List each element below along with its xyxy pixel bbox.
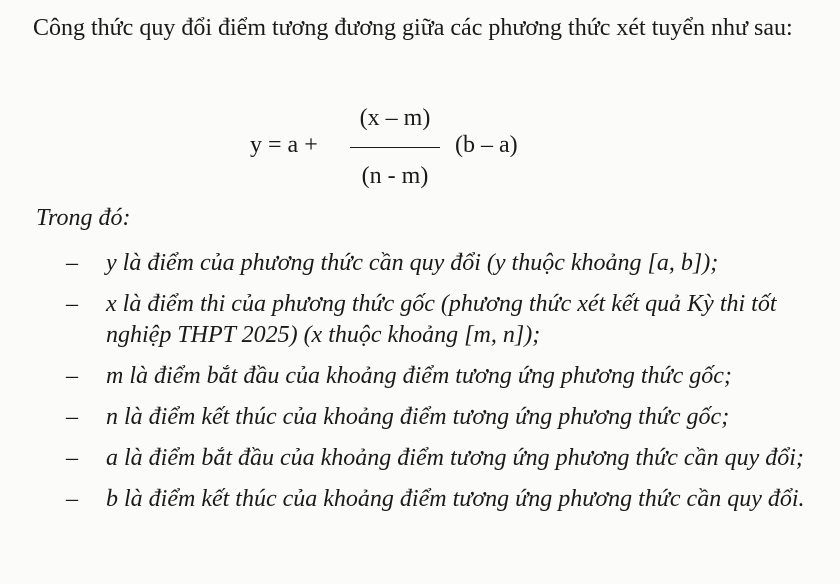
bullet-dash: – xyxy=(66,445,78,471)
bullet-dash: – xyxy=(66,363,78,389)
definition-text: b là điểm kết thúc của khoảng điểm tương ứng phương thức cần quy đổi. xyxy=(106,486,805,512)
formula-left-side: y = a + xyxy=(250,132,318,158)
bullet-dash: – xyxy=(66,486,78,512)
definition-item-n xyxy=(66,402,826,433)
definition-text: a là điểm bắt đầu của khoảng điểm tương ứng phương thức cần quy đổi; xyxy=(106,445,804,471)
formula-right-side: (b – a) xyxy=(455,132,518,158)
definition-item-m xyxy=(66,361,826,392)
bullet-dash: – xyxy=(66,404,78,430)
intro-paragraph: Công thức quy đổi điểm tương đương giữa các phương thức xét tuyển như sau: xyxy=(33,15,793,41)
fraction-bar xyxy=(350,147,440,148)
definition-item-x xyxy=(66,289,826,351)
definitions-list xyxy=(66,248,826,525)
definition-item-y xyxy=(66,248,826,279)
definition-text: x là điểm thi của phương thức gốc (phương thức xét kết quả Kỳ thi tốt nghiệp THPT 2025) (x thuộc khoảng [m, n]); xyxy=(106,291,777,348)
definition-text: m là điểm bắt đầu của khoảng điểm tương ứng phương thức gốc; xyxy=(106,363,732,389)
formula-fraction xyxy=(350,105,440,195)
definition-text: y là điểm của phương thức cần quy đổi (y thuộc khoảng [a, b]); xyxy=(106,250,719,276)
definition-item-b xyxy=(66,484,826,515)
bullet-dash: – xyxy=(66,291,78,317)
formula-numerator: (x – m) xyxy=(359,105,431,131)
conversion-formula xyxy=(250,105,570,195)
bullet-dash: – xyxy=(66,250,78,276)
definition-item-a xyxy=(66,443,826,474)
definition-text: n là điểm kết thúc của khoảng điểm tương ứng phương thức gốc; xyxy=(106,404,730,430)
formula-denominator: (n - m) xyxy=(361,163,429,189)
definitions-heading: Trong đó: xyxy=(36,205,131,231)
